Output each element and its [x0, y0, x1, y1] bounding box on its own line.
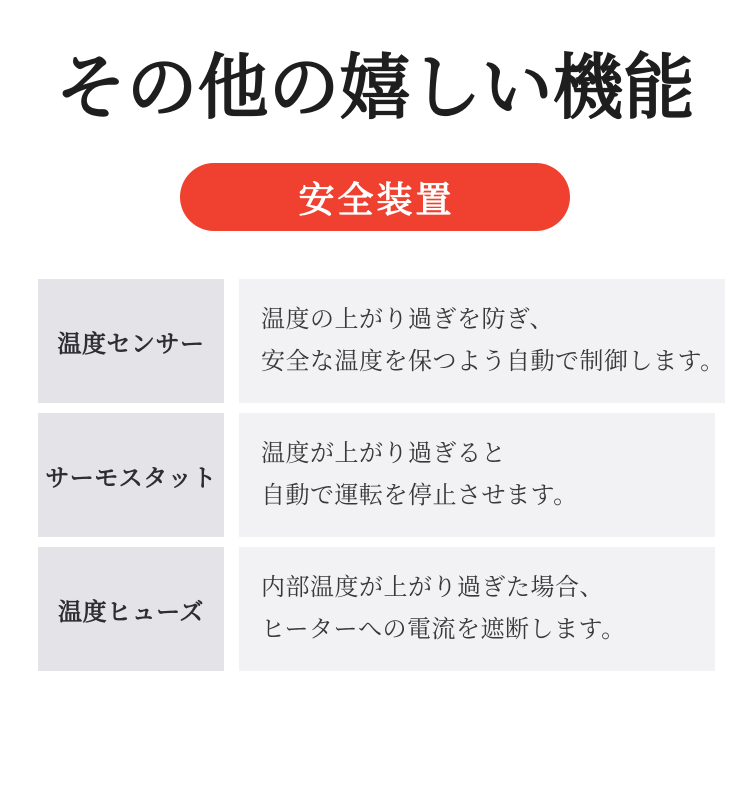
- feature-description-line: 温度が上がり過ぎると: [261, 440, 506, 467]
- feature-label-cell: [38, 547, 224, 671]
- feature-description-line: 自動で運転を停止させます。: [261, 482, 578, 509]
- feature-row-thermal-fuse: [38, 547, 715, 671]
- page: [0, 50, 750, 800]
- feature-label: 温度ヒューズ: [58, 598, 204, 626]
- feature-description-line: 安全な温度を保つよう自動で制御します。: [261, 348, 725, 375]
- feature-description-line: 温度の上がり過ぎを防ぎ、: [261, 306, 555, 333]
- feature-label-cell: [38, 413, 224, 537]
- features-table: [38, 279, 725, 671]
- feature-description-cell: [239, 547, 715, 671]
- feature-description-cell: [239, 279, 725, 403]
- feature-label-cell: [38, 279, 224, 403]
- feature-row-thermostat: [38, 413, 715, 537]
- feature-row-temperature-sensor: [38, 279, 725, 403]
- feature-label: 温度センサー: [57, 330, 205, 358]
- feature-label: サーモスタット: [45, 464, 217, 492]
- feature-description-cell: [239, 413, 715, 537]
- feature-description-line: ヒーターへの電流を遮断します。: [261, 616, 626, 643]
- safety-badge-label: 安全装置: [298, 178, 455, 220]
- safety-badge: [180, 163, 570, 231]
- page-title: その他の嬉しい機能: [55, 49, 695, 128]
- feature-description-line: 内部温度が上がり過ぎた場合、: [261, 574, 604, 601]
